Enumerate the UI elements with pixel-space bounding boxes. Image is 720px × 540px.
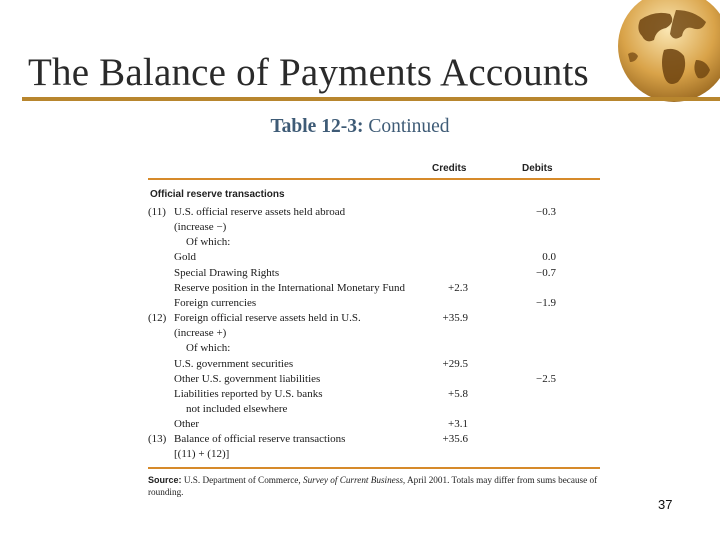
title-rule (22, 97, 720, 101)
row-label: Of which: (186, 236, 231, 249)
debit-value: −0.7 (536, 266, 556, 279)
table-row (148, 281, 600, 296)
row-label: U.S. government securities (174, 357, 294, 370)
row-number: (13) (148, 433, 167, 446)
debit-value: −2.5 (536, 372, 556, 385)
row-label: (increase +) (174, 327, 227, 340)
credit-value: +5.8 (448, 387, 468, 400)
row-label: Balance of official reserve transactions (174, 433, 346, 446)
footer-rule (148, 467, 600, 469)
table-row (148, 447, 600, 462)
page-number: 37 (658, 497, 673, 512)
source-text-1: U.S. Department of Commerce, (181, 475, 303, 485)
table-row (148, 402, 600, 417)
credit-value: +35.6 (442, 433, 468, 446)
credit-value: +3.1 (448, 418, 468, 431)
row-label: not included elsewhere (186, 402, 288, 415)
caption-text: Continued (363, 116, 450, 137)
table-row (148, 205, 600, 220)
credits-header: Credits (432, 163, 467, 174)
row-label: Of which: (186, 342, 231, 355)
table-row (148, 387, 600, 402)
row-number: (11) (148, 206, 166, 218)
row-label: [(11) + (12)] (174, 448, 230, 461)
credit-value: +2.3 (448, 281, 468, 294)
source-label: Source: (148, 475, 182, 485)
table-row (148, 417, 600, 432)
header-rule (148, 178, 600, 180)
table-row (148, 432, 600, 447)
slide-title: The Balance of Payments Accounts (28, 51, 589, 94)
source-publication: Survey of Current Business, (302, 475, 406, 485)
table-row (148, 341, 600, 356)
table-caption (0, 116, 720, 138)
table-row (148, 235, 600, 250)
credit-value: +35.9 (442, 312, 468, 325)
row-label: Special Drawing Rights (174, 266, 280, 279)
row-label: Other (174, 418, 200, 431)
row-label: Foreign currencies (174, 296, 257, 309)
debit-value: −1.9 (536, 296, 556, 309)
debit-value: 0.0 (542, 251, 556, 264)
row-label: (increase −) (174, 221, 227, 234)
source-text-2: April 2001. Totals may differ from sums because of rounding. (148, 475, 598, 497)
globe-icon (606, 0, 720, 102)
table-row (148, 266, 600, 281)
credit-value: +29.5 (442, 357, 468, 370)
row-label: Gold (174, 251, 196, 264)
debit-value: −0.3 (536, 206, 556, 218)
row-label: Other U.S. government liabilities (174, 372, 321, 385)
row-label: U.S. official reserve assets held abroad (174, 206, 346, 218)
caption-label: Table 12-3: (270, 116, 364, 137)
table-row (148, 357, 600, 372)
row-label: Foreign official reserve assets held in U.S. (174, 312, 361, 325)
table-row (148, 296, 600, 311)
row-number: (12) (148, 312, 167, 325)
row-label: Liabilities reported by U.S. banks (174, 387, 323, 400)
table-row (148, 372, 600, 387)
table-row (148, 250, 600, 265)
section-heading: Official reserve transactions (150, 189, 285, 200)
debits-header: Debits (522, 163, 553, 174)
table-row (148, 220, 600, 235)
table-row (148, 311, 600, 326)
row-label: Reserve position in the International Monetary Fund (174, 281, 405, 294)
table-row (148, 326, 600, 341)
source-note (148, 474, 600, 498)
